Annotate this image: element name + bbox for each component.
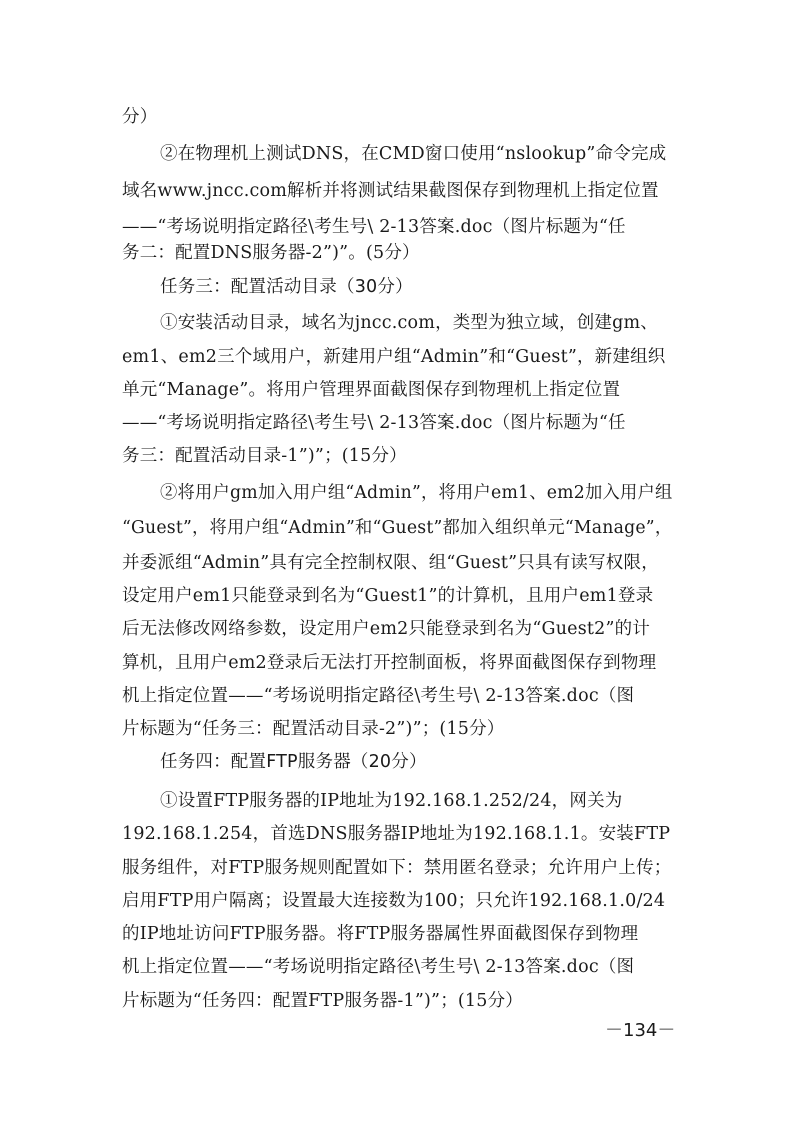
text-line: ②在物理机上测试DNS，在CMD窗口使用“nslookup”命令完成 xyxy=(160,144,667,164)
text-line: 务二：配置DNS服务器-2”)”。(5分） xyxy=(122,243,420,263)
text-line: 分） xyxy=(122,107,158,127)
text-line: ①设置FTP服务器的IP地址为192.168.1.252/24，网关为 xyxy=(160,791,623,811)
text-line: ——“考场说明指定路径\考生号\ 2-13答案.doc（图片标题为“任 xyxy=(122,413,626,433)
text-line: 机上指定位置——“考场说明指定路径\考生号\ 2-13答案.doc（图 xyxy=(122,957,635,977)
text-line: 启用FTP用户隔离；设置最大连接数为100；只允许192.168.1.0/24 xyxy=(122,891,666,911)
text-line: 192.168.1.254，首选DNS服务器IP地址为192.168.1.1。安装FTP xyxy=(122,824,671,844)
page-number: －134－ xyxy=(605,1020,676,1041)
text-line: 域名www.jncc.com解析并将测试结果截图保存到物理机上指定位置 xyxy=(122,181,659,201)
text-line: 算机，且用户em2登录后无法打开控制面板，将界面截图保存到物理 xyxy=(122,653,657,673)
section-heading: 任务四：配置FTP服务器（20分） xyxy=(160,752,427,772)
text-line: 设定用户em1只能登录到名为“Guest1”的计算机，且用户em1登录 xyxy=(122,586,654,606)
text-line: 的IP地址访问FTP服务器。将FTP服务器属性界面截图保存到物理 xyxy=(122,924,639,944)
text-line: 并委派组“Admin”具有完全控制权限、组“Guest”只具有读写权限， xyxy=(122,553,659,573)
text-line: 后无法修改网络参数，设定用户em2只能登录到名为“Guest2”的计 xyxy=(122,619,651,639)
text-line: ①安装活动目录，域名为jncc.com，类型为独立域，创建gm、 xyxy=(160,313,658,333)
text-line: ——“考场说明指定路径\考生号\ 2-13答案.doc（图片标题为“任 xyxy=(122,217,626,237)
text-line: 机上指定位置——“考场说明指定路径\考生号\ 2-13答案.doc（图 xyxy=(122,686,635,706)
text-line: 片标题为“任务四：配置FTP服务器-1”)”；(15分） xyxy=(122,991,523,1011)
text-line: ②将用户gm加入用户组“Admin”，将用户em1、em2加入用户组 xyxy=(160,483,673,503)
section-heading: 任务三：配置活动目录（30分） xyxy=(160,277,413,297)
text-line: 单元“Manage”。将用户管理界面截图保存到物理机上指定位置 xyxy=(122,380,621,400)
text-line: 片标题为“任务三：配置活动目录-2”)”；(15分） xyxy=(122,719,505,739)
text-line: 服务组件，对FTP服务规则配置如下：禁用匿名登录；允许用户上传； xyxy=(122,858,672,878)
text-line: 务三：配置活动目录-1”)”；(15分） xyxy=(122,446,407,466)
text-line: “Guest”，将用户组“Admin”和“Guest”都加入组织单元“Manage”， xyxy=(122,518,673,538)
text-line: em1、em2三个域用户，新建用户组“Admin”和“Guest”，新建组织 xyxy=(122,347,666,367)
